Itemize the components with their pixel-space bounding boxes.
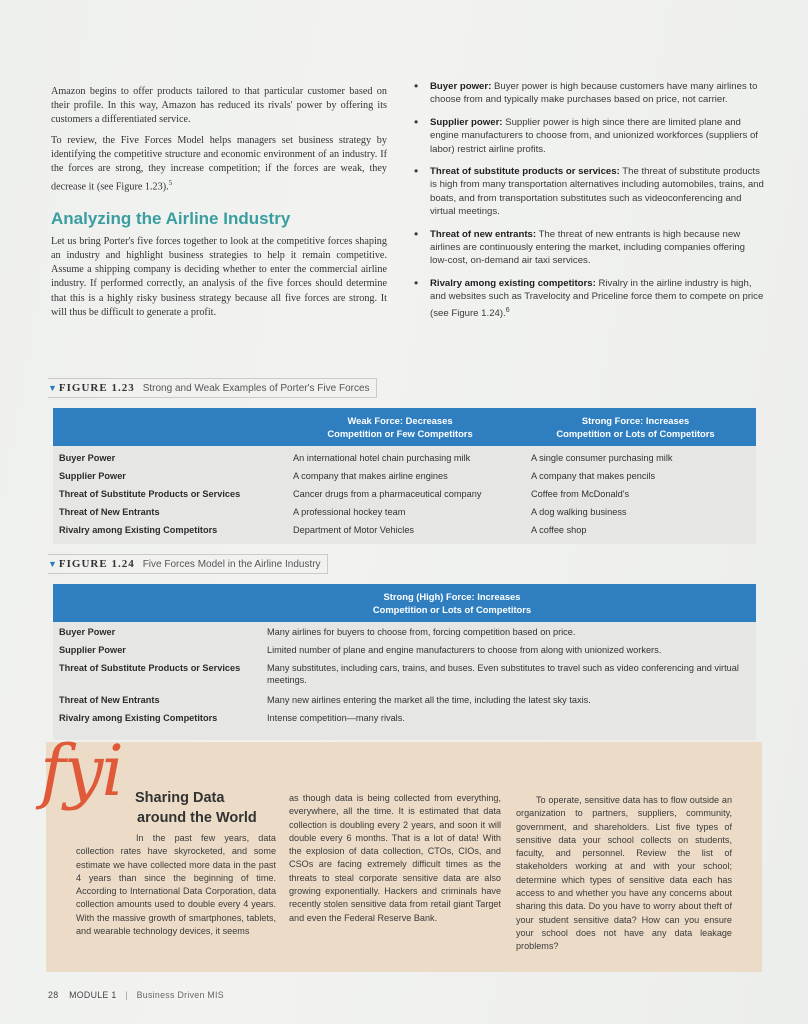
strong-example: A coffee shop [531, 525, 587, 535]
row-label: Buyer Power [59, 453, 116, 463]
footnote-ref: 5 [168, 179, 173, 188]
book-title: Business Driven MIS [136, 990, 224, 1000]
row-label: Supplier Power [59, 645, 126, 655]
table-body [53, 446, 756, 542]
table-row [53, 506, 756, 524]
row-label: Buyer Power [59, 627, 116, 637]
row-description: Limited number of plane and engine manufacturers to choose from along with unionized workers. [267, 645, 662, 655]
table-header [53, 584, 756, 622]
fyi-title-line-1: Sharing Data [135, 790, 225, 806]
row-label: Rivalry among Existing Competitors [59, 525, 218, 535]
fyi-column-1: In the past few years, data collection rates have skyrocketed, and some estimate we have collected more data in the past 4 years than since the beginning of time. According to International Data Corporation, data collection amounts used to double every 4 years. With the massive growth of smartphones, tablets, and wearable technology devices, it seems [76, 833, 276, 937]
bullet-dot-icon: • [414, 226, 419, 241]
bullet-dot-icon: • [414, 114, 419, 129]
weak-example: Cancer drugs from a pharmaceutical company [293, 489, 482, 499]
header-strong-force: Strong (High) Force: Increases Competition or Lots of Competitors [372, 591, 532, 615]
page-footer [48, 990, 224, 1000]
strong-example: A company that makes pencils [531, 471, 656, 481]
bullet-text: The threat of new entrants is high because new airlines are continuously entering the market, including companies offering low-cost, on-demand air taxi services. [430, 228, 745, 267]
row-label: Threat of New Entrants [59, 695, 160, 705]
paragraph-airline-analysis: Let us bring Porter's five forces together to look at the competitive forces shaping an industry and highlight business strategies to help it remain competitive. Assume a shipping company is deciding whether to enter the commercial airline industry. If performed correctly, an analysis of the five forces should determine that this is a highly risky business strategy because all five forces are strong. It will thus be difficult to generate a profit. [51, 235, 387, 318]
table-row [53, 488, 756, 506]
bullet-label: Supplier power: [430, 116, 503, 128]
paragraph-amazon: Amazon begins to offer products tailored to that particular customer based on their profile. In this way, Amazon has reduced its rivals' power by offering its customers a differentiated service. [51, 86, 387, 126]
figure-1-24-caption [48, 554, 328, 574]
bullet-buyer-power [414, 80, 764, 107]
row-label: Threat of Substitute Products or Services [59, 489, 241, 499]
footnote-ref: 6 [505, 306, 510, 314]
table-row [53, 524, 756, 542]
figure-number: FIGURE 1.24 [58, 558, 135, 570]
weak-example: Department of Motor Vehicles [293, 525, 415, 535]
bullet-dot-icon: • [414, 164, 419, 179]
bullet-substitutes [414, 165, 764, 219]
fyi-column-3: To operate, sensitive data has to flow outside an organization to partners, suppliers, community, government, and shareholders. List five types of sensitive data your school collects on students, faculty, and personnel. Review the list of stakeholders working at and with your school; determine which types of sensitive data each has access to and whether you have any concerns about sharing this data. Do you have to worry about theft of your student sensitive data? How can you ensure your school does not have any data leakage problems? [516, 795, 732, 952]
module-label: MODULE 1 [69, 990, 117, 1000]
table-row [53, 712, 756, 730]
strong-example: A single consumer purchasing milk [531, 453, 673, 463]
header-weak-force: Weak Force: Decreases Competition or Few Competitors [327, 415, 473, 439]
strong-example: A dog walking business [531, 507, 627, 517]
fyi-logo: fyi [40, 730, 122, 812]
paragraph-review-text: To review, the Five Forces Model helps managers set business strategy by identifying the competitive structure and economic environment of an industry. If the forces are strong, they increase competition; if the forces are weak, they decrease it (see Figure 1.23). [51, 134, 387, 193]
bullet-label: Buyer power: [430, 81, 492, 92]
row-description: Intense competition—many rivals. [267, 713, 405, 723]
table-body [53, 622, 756, 730]
bullet-dot-icon: • [414, 275, 419, 290]
table-row [53, 626, 756, 644]
bullet-text: Buyer power is high because customers have many airlines to choose from and typically make purchases based on price, not carrier. [430, 81, 758, 106]
caption-triangle-icon: ▼ [48, 559, 57, 569]
bullet-label: Threat of substitute products or services: [430, 166, 620, 178]
table-row [53, 470, 756, 488]
left-column [51, 85, 387, 320]
bullet-text: Rivalry in the airline industry is high, and websites such as Travelocity and Priceline force them to compete on price (see Figure 1.24). [430, 277, 764, 319]
table-row [53, 644, 756, 662]
caption-triangle-icon: ▼ [48, 383, 57, 393]
row-label: Threat of New Entrants [59, 507, 160, 517]
bullet-dot-icon: • [414, 79, 419, 93]
table-row [53, 694, 756, 712]
fyi-box [40, 730, 762, 972]
strong-example: Coffee from McDonald's [531, 489, 630, 499]
bullet-label: Rivalry among existing competitors: [430, 277, 596, 289]
table-row [53, 452, 756, 470]
weak-example: A professional hockey team [293, 507, 406, 517]
weak-example: An international hotel chain purchasing milk [293, 453, 471, 463]
page-number: 28 [48, 990, 59, 1000]
figure-title: Strong and Weak Examples of Porter's Five Forces [142, 382, 370, 394]
fyi-title [135, 788, 257, 828]
row-description: Many airlines for buyers to choose from, forcing competition based on price. [267, 627, 576, 637]
table-header [53, 408, 756, 446]
bullet-rivalry [414, 277, 764, 320]
fyi-column-2: as though data is being collected from everything, everywhere, all the time. It is estimated that data collection is doubling every 2 years, and soon it will double every 6 months. That is a lot of data! With the explosion of data collection, CTOs, CIOs, and CSOs are facing extremely difficult times as the threats to steal corporate sensitive data are also growing exponentially. Hackers and criminals have recently stolen sensitive data from retail giant Target and even the Federal Reserve Bank. [289, 793, 501, 923]
figure-title: Five Forces Model in the Airline Industry [142, 558, 321, 570]
footer-separator: | [125, 990, 128, 1000]
row-label: Rivalry among Existing Competitors [59, 713, 218, 723]
right-column [414, 80, 764, 329]
weak-example: A company that makes airline engines [293, 471, 448, 481]
table-row [53, 662, 756, 694]
figure-1-23-table [53, 408, 756, 544]
row-description: Many substitutes, including cars, trains, and buses. Even substitutes to travel such as video conferencing and virtual meetings. [267, 663, 739, 685]
bullet-text: The threat of substitute products is high from many transportation alternatives including automobiles, trains, and boats, and from transportation substitutes such as videoconferencing and virtual meetings. [430, 166, 764, 218]
figure-number: FIGURE 1.23 [58, 382, 135, 394]
bullet-new-entrants [414, 228, 764, 268]
bullet-label: Threat of new entrants: [430, 228, 537, 240]
row-description: Many new airlines entering the market all the time, including the latest sky taxis. [267, 695, 591, 705]
figure-1-23-caption [48, 378, 377, 398]
figure-1-24-table [53, 584, 756, 740]
row-label: Threat of Substitute Products or Services [59, 663, 241, 673]
bullet-text: Supplier power is high since there are limited plane and engine manufacturers to choose from, and unionized workforces (suppliers of labor) restrict airline profits. [430, 116, 758, 155]
section-heading: Analyzing the Airline Industry [51, 208, 291, 228]
fyi-title-line-2: around the World [137, 810, 257, 826]
row-label: Supplier Power [59, 471, 126, 481]
bullet-supplier-power [414, 116, 764, 156]
header-strong-force: Strong Force: Increases Competition or Lots of Competitors [556, 415, 715, 439]
paragraph-review [51, 134, 387, 195]
